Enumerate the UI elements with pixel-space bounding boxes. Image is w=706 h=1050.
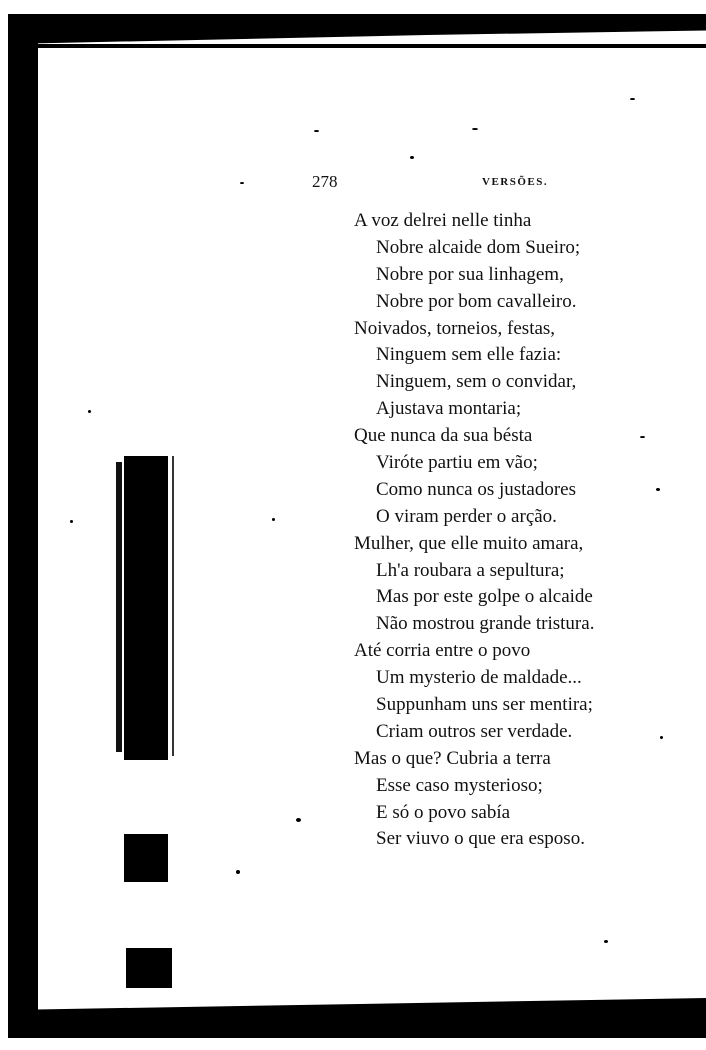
running-title: VERSÕES.	[482, 176, 549, 188]
poem-line: Suppunham uns ser mentira;	[376, 694, 593, 716]
binding-shadow-block	[124, 834, 168, 882]
poem-line: Viróte partiu em vão;	[376, 452, 538, 474]
poem-line: Ninguem sem elle fazia:	[376, 344, 562, 366]
poem-line: Ninguem, sem o convidar,	[376, 371, 577, 393]
poem-line: Lh'a roubara a sepultura;	[376, 559, 565, 581]
scan-border-inner-line	[38, 44, 706, 48]
binding-shadow-block	[126, 948, 172, 988]
binding-shadow-bar	[124, 456, 168, 760]
poem-line: Criam outros ser verdade.	[376, 720, 573, 742]
scan-speck	[296, 818, 301, 822]
poem-line: Nobre alcaide dom Sueiro;	[376, 236, 581, 258]
poem-line: Um mysterio de maldade...	[376, 667, 582, 689]
scan-speck	[660, 736, 663, 739]
poem-line: A voz delrei nelle tinha	[354, 210, 532, 231]
scan-speck	[472, 128, 478, 130]
poem-line: Até corria entre o povo	[354, 640, 531, 662]
scan-speck	[272, 518, 275, 521]
poem-line: Ajustava montaria;	[376, 398, 522, 420]
poem-line: Que nunca da sua bésta	[354, 425, 533, 447]
poem-line: Não mostrou grande tristura.	[376, 613, 595, 635]
poem-line: Noivados, torneios, festas,	[354, 317, 556, 339]
poem-line: Nobre por bom cavalleiro.	[376, 290, 577, 312]
poem-line: Esse caso mysterioso;	[376, 774, 543, 796]
scan-speck	[236, 870, 240, 874]
binding-shadow-line	[172, 456, 174, 756]
binding-shadow-edge	[116, 462, 122, 752]
poem-text	[354, 208, 654, 853]
poem-line: Mas o que? Cubria a terra	[354, 747, 551, 769]
poem-line: Nobre por sua linhagem,	[376, 263, 564, 285]
page-number: 278	[312, 172, 338, 191]
scan-speck	[630, 98, 635, 100]
scan-speck	[410, 156, 414, 159]
poem-line: Mas por este golpe o alcaide	[376, 586, 593, 608]
scan-speck	[604, 940, 608, 943]
poem-line: Mulher, que elle muito amara,	[354, 532, 584, 554]
scan-speck	[656, 488, 660, 491]
scan-border-bottom	[8, 998, 706, 1038]
poem-line: Como nunca os justadores	[376, 478, 577, 500]
poem-line: Ser viuvo o que era esposo.	[376, 828, 585, 850]
poem-line: O viram perder o arção.	[376, 505, 557, 527]
adjacent-page-fragment	[10, 470, 38, 530]
page-header	[312, 172, 572, 194]
scan-speck	[314, 130, 319, 132]
scan-speck	[240, 182, 244, 184]
scan-border-top	[8, 14, 706, 44]
scan-speck	[70, 520, 73, 523]
scan-speck	[88, 410, 91, 413]
poem-line: E só o povo sabía	[376, 801, 511, 823]
